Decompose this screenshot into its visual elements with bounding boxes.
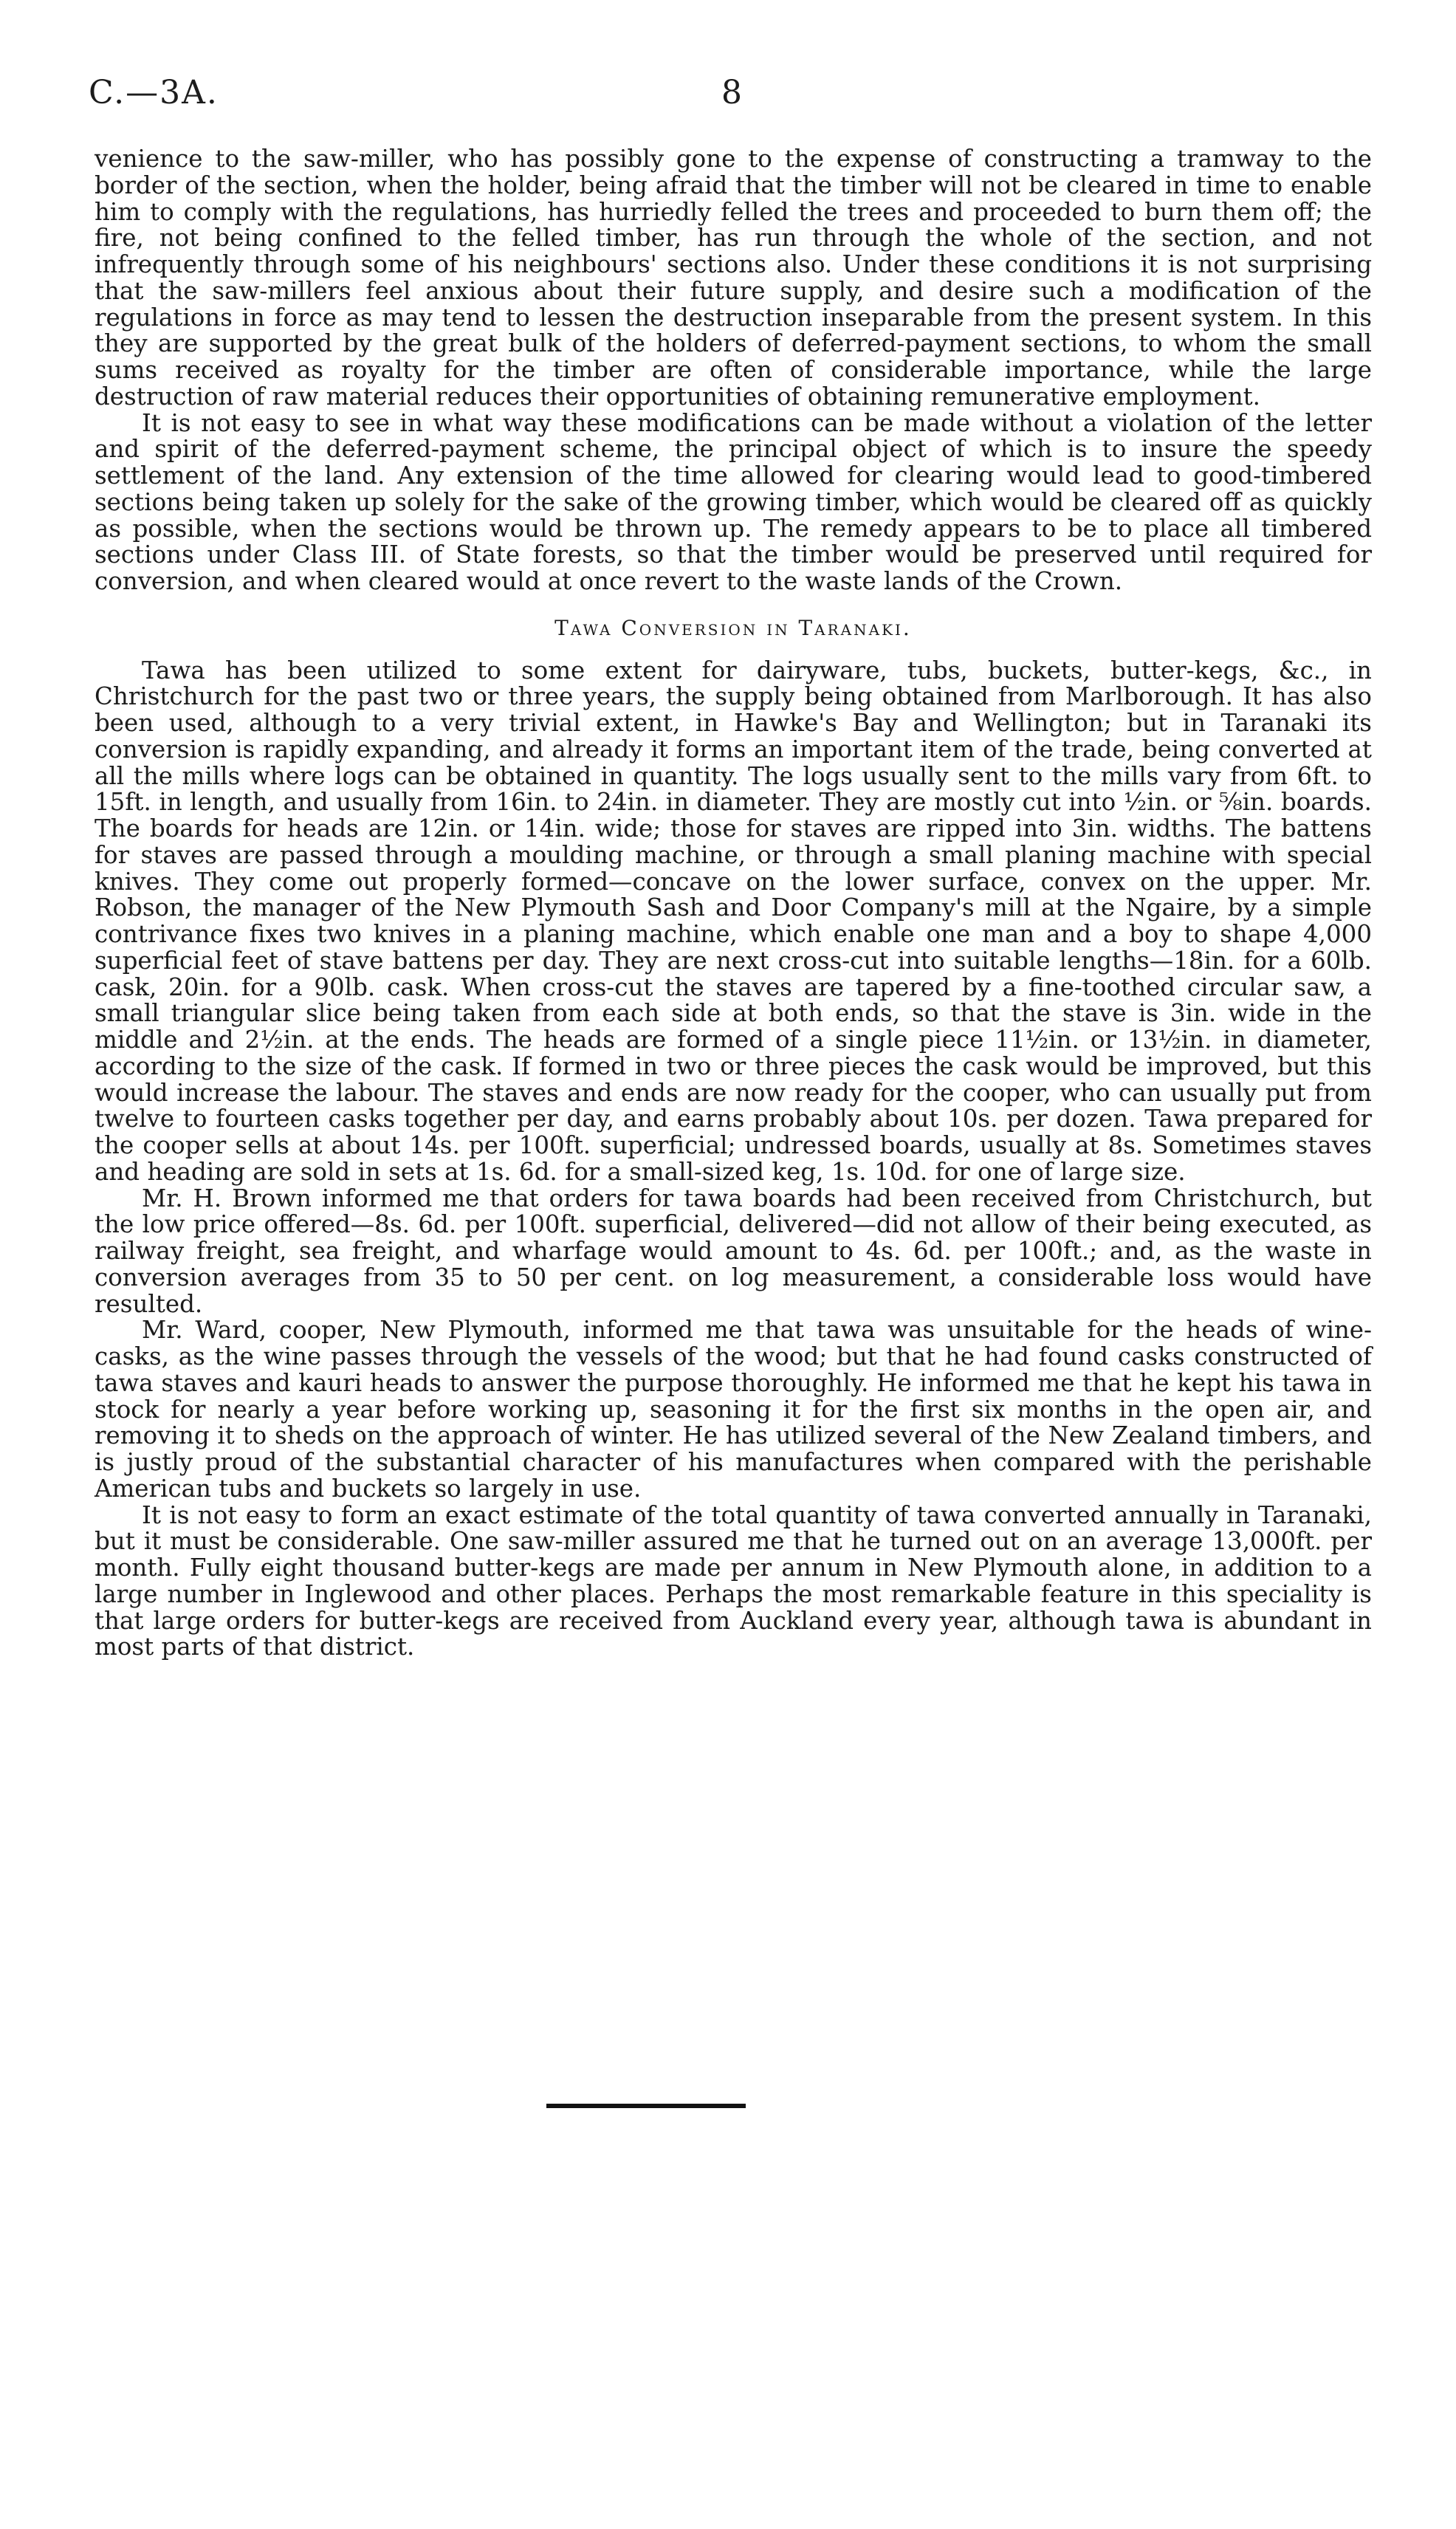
- page-number: 8: [721, 74, 742, 111]
- body-text: [95, 146, 1372, 1661]
- paragraph-deferred-payment: It is not easy to see in what way these modifications can be made without a violation of the letter and spirit of the deferred-payment scheme, the principal object of which is to insure the speedy settlement of the land. Any extension of the time allowed for clearing would lead to good-timbered sections being taken up solely for the sake of the growing timber, which would be cleared off as quickly as possible, when the sections would be thrown up. The remedy appears to be to place all timbered sections under Class III. of State forests, so that the timber would be preserved until required for conversion, and when cleared would at once revert to the waste lands of the Crown.: [95, 408, 1372, 595]
- paragraph-tawa-uses: Tawa has been utilized to some extent for dairyware, tubs, buckets, butter-kegs, &c., in Christchurch for the past two or three years, the supply being obtained from Marlborough. It has also been used, although to a very trivial extent, in Hawke's Bay and Wellington; but in Taranaki its conversion is rapidly expanding, and already it forms an important item of the trade, being converted at all the mills where logs can be obtained in quantity. The logs usually sent to the mills vary from 6ft. to 15ft. in length, and usually from 16in. to 24in. in diameter. They are mostly cut into ½in. or ⅝in. boards. The boards for heads are 12in. or 14in. wide; those for staves are ripped into 3in. widths. The battens for staves are passed through a moulding machine, or through a small planing machine with special knives. They come out properly formed—concave on the lower surface, convex on the upper. Mr. Robson, the manager of the New Plymouth Sash and Door Company's mill at the Ngaire, by a simple contrivance fixes two knives in a planing machine, which enable one man and a boy to shape 4,000 superficial feet of stave battens per day. They are next cross-cut into suitable lengths—18in. for a 60lb. cask, 20in. for a 90lb. cask. When cross-cut the staves are tapered by a fine-toothed circular saw, a small triangular slice being taken from each side at both ends, so that the stave is 3in. wide in the middle and 2½in. at the ends. The heads are formed of a single piece 11½in. or 13½in. in diameter, according to the size of the cask. If formed in two or three pieces the cask would be improved, but this would increase the labour. The staves and ends are now ready for the cooper, who can usually put from twelve to fourteen casks together per day, and earns probably about 10s. per dozen. Tawa prepared for the cooper sells at about 14s. per 100ft. superficial; undressed boards, usually at 8s. Sometimes staves and heading are sold in sets at 1s. 6d. for a small-sized keg, 1s. 10d. for one of large size.: [95, 656, 1372, 1186]
- page-header: [89, 74, 1375, 118]
- paragraph-brown-orders: Mr. H. Brown informed me that orders for tawa boards had been received from Christchurch, but the low price offered—8s. 6d. per 100ft. superficial, delivered—did not allow of their being executed, as railway freight, sea freight, and wharfage would amount to 4s. 6d. per 100ft.; and, as the waste in conversion averages from 35 to 50 per cent. on log measurement, a considerable loss would have resulted.: [95, 1184, 1372, 1318]
- section-heading: Tawa Conversion in Taranaki.: [554, 615, 912, 640]
- paragraph-quantity-estimate: It is not easy to form an exact estimate of the total quantity of tawa converted annually in Taranaki, but it must be considerable. One saw-miller assured me that he turned out on an average 13,000ft. per month. Fully eight thousand butter-kegs are made per annum in New Plymouth alone, in addition to a large number in Inglewood and other places. Perhaps the most remarkable feature in this speciality is that large orders for butter-kegs are received from Auckland every year, although tawa is abundant in most parts of that district.: [95, 1500, 1372, 1661]
- paragraph-continuation: venience to the saw-miller, who has possibly gone to the expense of constructing a tramway to the border of the section, when the holder, being afraid that the timber will not be cleared in time to enable him to comply with the regulations, has hurriedly felled the trees and proceeded to burn them off; the fire, not being confined to the felled timber, has run through the whole of the section, and not infrequently through some of his neighbours' sections also. Under these conditions it is not surprising that the saw-millers feel anxious about their future supply, and desire such a modification of the regulations in force as may tend to lessen the destruction inseparable from the present system. In this they are supported by the great bulk of the holders of deferred-payment sections, to whom the small sums received as royalty for the timber are often of considerable importance, while the large destruction of raw material reduces their opportunities of obtaining remunerative employment.: [95, 145, 1372, 411]
- end-rule: [546, 2104, 746, 2108]
- paragraph-ward-cooper: Mr. Ward, cooper, New Plymouth, informed me that tawa was unsuitable for the heads of wine-casks, as the wine passes through the vessels of the wood; but that he had found casks constructed of tawa staves and kauri heads to answer the purpose thoroughly. He informed me that he kept his tawa in stock for nearly a year before working up, seasoning it for the first six months in the open air, and removing it to sheds on the approach of winter. He has utilized several of the New Zealand timbers, and is justly proud of the substantial character of his manufactures when compared with the perishable American tubs and buckets so largely in use.: [95, 1316, 1372, 1503]
- document-reference: C.—3A.: [89, 74, 219, 111]
